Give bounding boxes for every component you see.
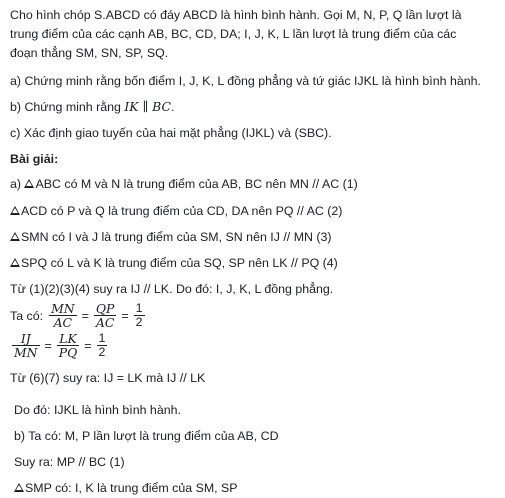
problem-intro: Cho hình chóp S.ABCD có đáy ABCD là hình bình hành. Gọi M, N, P, Q lần lượt là trung điểm của các cạnh AB, BC, CD, DA; I, J, K, L lần lượt là trung điểm của các đoạn thẳng SM, SN, SP, SQ. — [10, 8, 462, 60]
solution-line-12 — [14, 480, 238, 496]
solution-line-2-text: ACD có P và Q là trung điểm của CD, DA nên PQ // AC (2) — [21, 204, 343, 218]
solution-line-9: Do đó: IJKL là hình bình hành. — [14, 403, 181, 417]
solution-line-12-text: SMP có: I, K là trung điểm của SM, SP — [25, 481, 238, 495]
question-a: a) Chứng minh rằng bốn điểm I, J, K, L đồng phẳng và tứ giác IJKL là hình bình hành. — [10, 74, 481, 88]
triangle-icon — [24, 179, 34, 188]
question-b-suffix: . — [170, 100, 175, 114]
fraction-one-half: $\frac{1}{2}$ — [135, 301, 143, 329]
solution-line-5: Từ (1)(2)(3)(4) suy ra IJ // LK. Do đó: I, J, K, L đồng phẳng. — [10, 282, 334, 296]
solution-line-1 — [10, 176, 358, 192]
question-b-prefix: b) Chứng minh rằng — [10, 100, 125, 114]
solution-line-4-text: SPQ có L và K là trung điểm của SQ, SP nên LK // PQ (4) — [21, 256, 338, 270]
solution-line-10: b) Ta có: M, P lần lượt là trung điểm của AB, CD — [14, 429, 279, 443]
question-b — [10, 99, 174, 115]
fraction-qp-ac: $\frac{QP}{AC}$ — [95, 301, 115, 330]
fraction-ij-mn: $\frac{IJ}{MN}$ — [14, 331, 38, 360]
equation-7: $\frac{IJ}{MN}$ = $\frac{LK}{PQ}$ = $\frac{1}{2}$ — [14, 331, 106, 360]
solution-line-4 — [10, 255, 338, 271]
triangle-icon — [14, 483, 24, 492]
triangle-icon — [10, 206, 20, 215]
solution-line-3 — [10, 229, 332, 245]
solution-heading: Bài giải: — [10, 152, 59, 166]
triangle-icon — [10, 232, 20, 241]
question-c: c) Xác định giao tuyến của hai mặt phẳng (IJKL) và (SBC). — [10, 126, 332, 140]
triangle-icon — [10, 258, 20, 267]
fraction-mn-ac: $\frac{MN}{AC}$ — [51, 301, 75, 330]
solution-line-3-text: SMN có I và J là trung điểm của SM, SN nên IJ // MN (3) — [21, 230, 332, 244]
question-b-math: IK ∥ BC — [124, 99, 171, 114]
solution-line-2 — [10, 203, 342, 219]
solution-line-11: Suy ra: MP // BC (1) — [14, 455, 125, 469]
fraction-lk-pq: $\frac{LK}{PQ}$ — [58, 331, 78, 360]
fraction-one-half: $\frac{1}{2}$ — [98, 331, 106, 359]
solution-line-1-text: ABC có M và N là trung điểm của AB, BC nên MN // AC (1) — [35, 177, 358, 191]
solution-line-1-prefix: a) — [10, 177, 25, 191]
solution-line-8: Từ (6)(7) suy ra: IJ = LK mà IJ // LK — [10, 371, 206, 385]
equation-6-prefix: Ta có: — [10, 308, 44, 323]
equation-6: Ta có: $\frac{MN}{AC}$ = $\frac{QP}{AC}$ = $\frac{1}{2}$ — [10, 301, 143, 330]
